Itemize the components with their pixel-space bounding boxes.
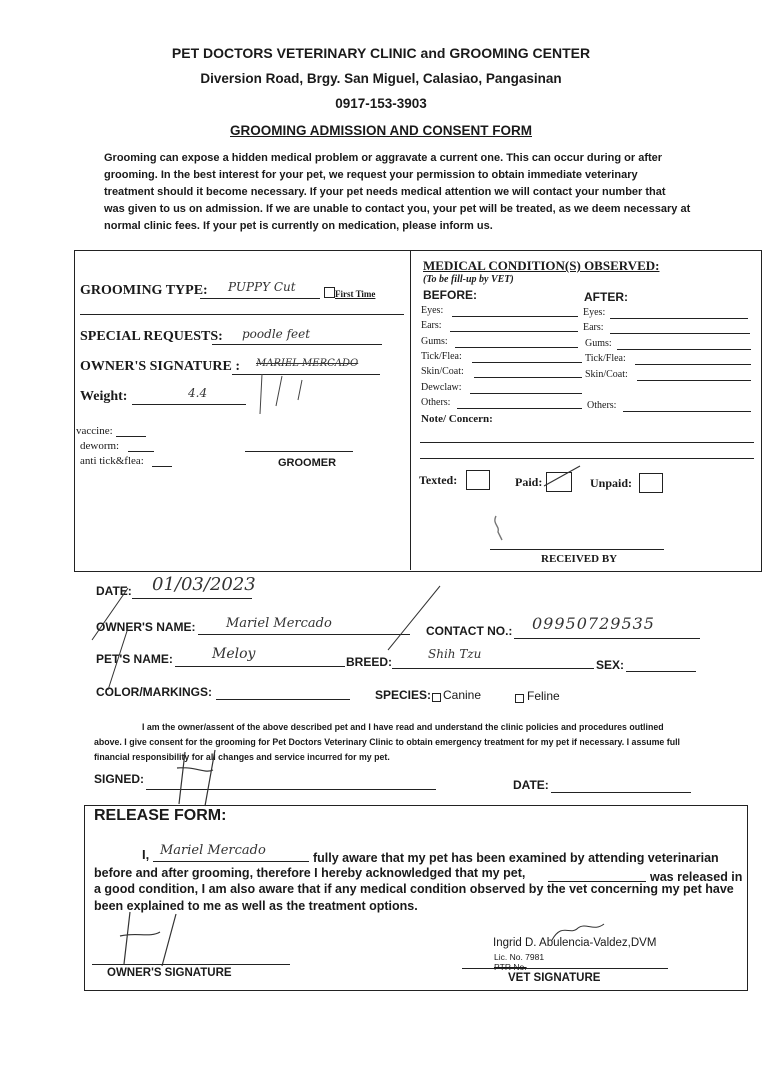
intro-line: Grooming can expose a hidden medical problem or aggravate a current one. This can occur during or after	[104, 152, 663, 164]
vet-ptr: PTR No.	[494, 962, 527, 972]
weight-value[interactable]: 4.4	[188, 386, 208, 400]
before-skincoat-label: Skin/Coat:	[421, 366, 464, 377]
color-markings-label: COLOR/MARKINGS:	[96, 685, 212, 699]
before-dewclaw-label: Dewclaw:	[421, 382, 462, 393]
texted-label: Texted:	[419, 473, 458, 487]
deworm-label: deworm:	[80, 440, 120, 452]
owner-signature-value[interactable]: MARIEL MERCADO	[256, 358, 359, 369]
pet-name-label: PET'S NAME:	[96, 652, 173, 666]
first-time-checkbox[interactable]	[324, 287, 335, 298]
after-tickflea-label: Tick/Flea:	[585, 353, 626, 364]
vet-license: Lic. No. 7981	[494, 952, 545, 962]
after-label: AFTER:	[584, 290, 628, 304]
before-label: BEFORE:	[423, 288, 477, 302]
release-line2b: was released in	[650, 870, 743, 884]
after-gums-label: Gums:	[585, 338, 612, 349]
texted-checkbox[interactable]	[466, 470, 490, 490]
diagonal-strike-icon	[88, 580, 448, 710]
special-requests-label: SPECIAL REQUESTS:	[80, 329, 223, 344]
date-label: DATE:	[96, 584, 132, 598]
owner-name-label: OWNER'S NAME:	[96, 620, 196, 634]
feline-label: Feline	[527, 689, 560, 703]
consent-line: financial responsibility for all changes and service incurred for my pet.	[94, 752, 390, 762]
vet-signature-label: VET SIGNATURE	[508, 972, 601, 984]
pet-name-value[interactable]: Meloy	[212, 646, 256, 662]
clinic-name: PET DOCTORS VETERINARY CLINIC and GROOMING CENTER	[171, 45, 591, 61]
before-ears-label: Ears:	[421, 320, 442, 331]
after-skincoat-label: Skin/Coat:	[585, 369, 628, 380]
vaccine-label: vaccine:	[76, 425, 113, 437]
unpaid-checkbox[interactable]	[639, 473, 663, 493]
date-value[interactable]: 01/03/2023	[152, 574, 256, 595]
species-label: SPECIES:	[375, 688, 432, 702]
after-ears-label: Ears:	[583, 322, 604, 333]
box-divider	[410, 250, 411, 570]
intro-line: grooming. In the best interest for your pet, we request your permission to obtain immediate veterinary	[104, 169, 638, 181]
before-eyes-label: Eyes:	[421, 305, 444, 316]
check-mark-icon	[540, 462, 586, 492]
medical-subtitle: (To be fill-up by VET)	[423, 274, 514, 285]
before-tickflea-label: Tick/Flea:	[421, 351, 462, 362]
signed-label: SIGNED:	[94, 772, 145, 786]
after-eyes-label: Eyes:	[583, 307, 606, 318]
sex-label: SEX:	[596, 658, 625, 672]
breed-value[interactable]: Shih Tzu	[428, 647, 482, 661]
vet-initial-mark-icon	[490, 512, 510, 544]
owner-signature-mark-icon	[165, 748, 245, 808]
form-title: GROOMING ADMISSION AND CONSENT FORM	[230, 123, 532, 138]
pen-stroke-icon	[252, 370, 322, 420]
paid-label: Paid:	[515, 475, 543, 489]
intro-line: normal clinic fees. If your pet is currently on medication, please inform us.	[104, 220, 493, 232]
release-i-label: I,	[142, 847, 150, 862]
release-owner-signature-label: OWNER'S SIGNATURE	[107, 967, 232, 979]
owner-signature-label: OWNER'S SIGNATURE :	[80, 359, 240, 374]
received-by-label: RECEIVED BY	[541, 553, 618, 565]
clinic-address: Diversion Road, Brgy. San Miguel, Calasiao, Pangasinan	[200, 71, 562, 86]
antitick-label: anti tick&flea:	[80, 455, 144, 467]
consent-line: I am the owner/assent of the above described pet and I have read and understand the clinic policies and procedures outlined	[142, 722, 664, 732]
consent-date-label: DATE:	[513, 778, 549, 792]
grooming-type-label: GROOMING TYPE:	[80, 283, 208, 298]
before-gums-label: Gums:	[421, 336, 448, 347]
release-name-value[interactable]: Mariel Mercado	[160, 843, 266, 858]
unpaid-label: Unpaid:	[590, 476, 633, 490]
clinic-phone: 0917-153-3903	[335, 96, 427, 111]
canine-label: Canine	[443, 688, 482, 702]
vet-name: Ingrid D. Abulencia-Valdez,DVM	[493, 937, 657, 949]
release-title: RELEASE FORM:	[94, 807, 227, 824]
special-requests-value[interactable]: poodle feet	[242, 327, 311, 341]
release-line2a: before and after grooming, therefore I hereby acknowledged that my pet,	[94, 866, 526, 880]
release-line1-rest: fully aware that my pet has been examined by attending veterinarian	[313, 851, 719, 865]
first-time-label: First Time	[335, 289, 376, 299]
feline-checkbox[interactable]	[515, 694, 524, 703]
medical-title: MEDICAL CONDITION(S) OBSERVED:	[423, 258, 660, 273]
contact-label: CONTACT NO.:	[426, 624, 513, 638]
groomer-label: GROOMER	[278, 457, 337, 469]
note-label: Note/ Concern:	[421, 413, 493, 425]
breed-label: BREED:	[346, 655, 393, 669]
release-line4: been explained to me as well as the treatment options.	[94, 899, 418, 913]
consent-line: above. I give consent for the grooming for Pet Doctors Veterinary Clinic to obtain emergency treatment for my pet if necessary. I assume full	[94, 737, 680, 747]
intro-line: was given to us on admission. If we are unable to contact you, your pet will be treated, as we deem necessary at	[104, 203, 691, 215]
before-others-label: Others:	[421, 397, 451, 408]
weight-label: Weight:	[80, 389, 128, 404]
grooming-type-value[interactable]: PUPPY Cut	[228, 280, 296, 294]
intro-paragraph	[104, 150, 724, 235]
contact-value[interactable]: 09950729535	[532, 614, 655, 633]
owner-name-value[interactable]: Mariel Mercado	[226, 616, 332, 631]
release-line3: a good condition, I am also aware that if any medical condition observed by the vet concerning my pet have	[94, 882, 734, 896]
release-owner-signature-mark-icon	[100, 908, 210, 968]
after-others-label: Others:	[587, 400, 617, 411]
intro-line: treatment should it become necessary. If your pet needs medical attention we will contact your number that	[104, 186, 666, 198]
